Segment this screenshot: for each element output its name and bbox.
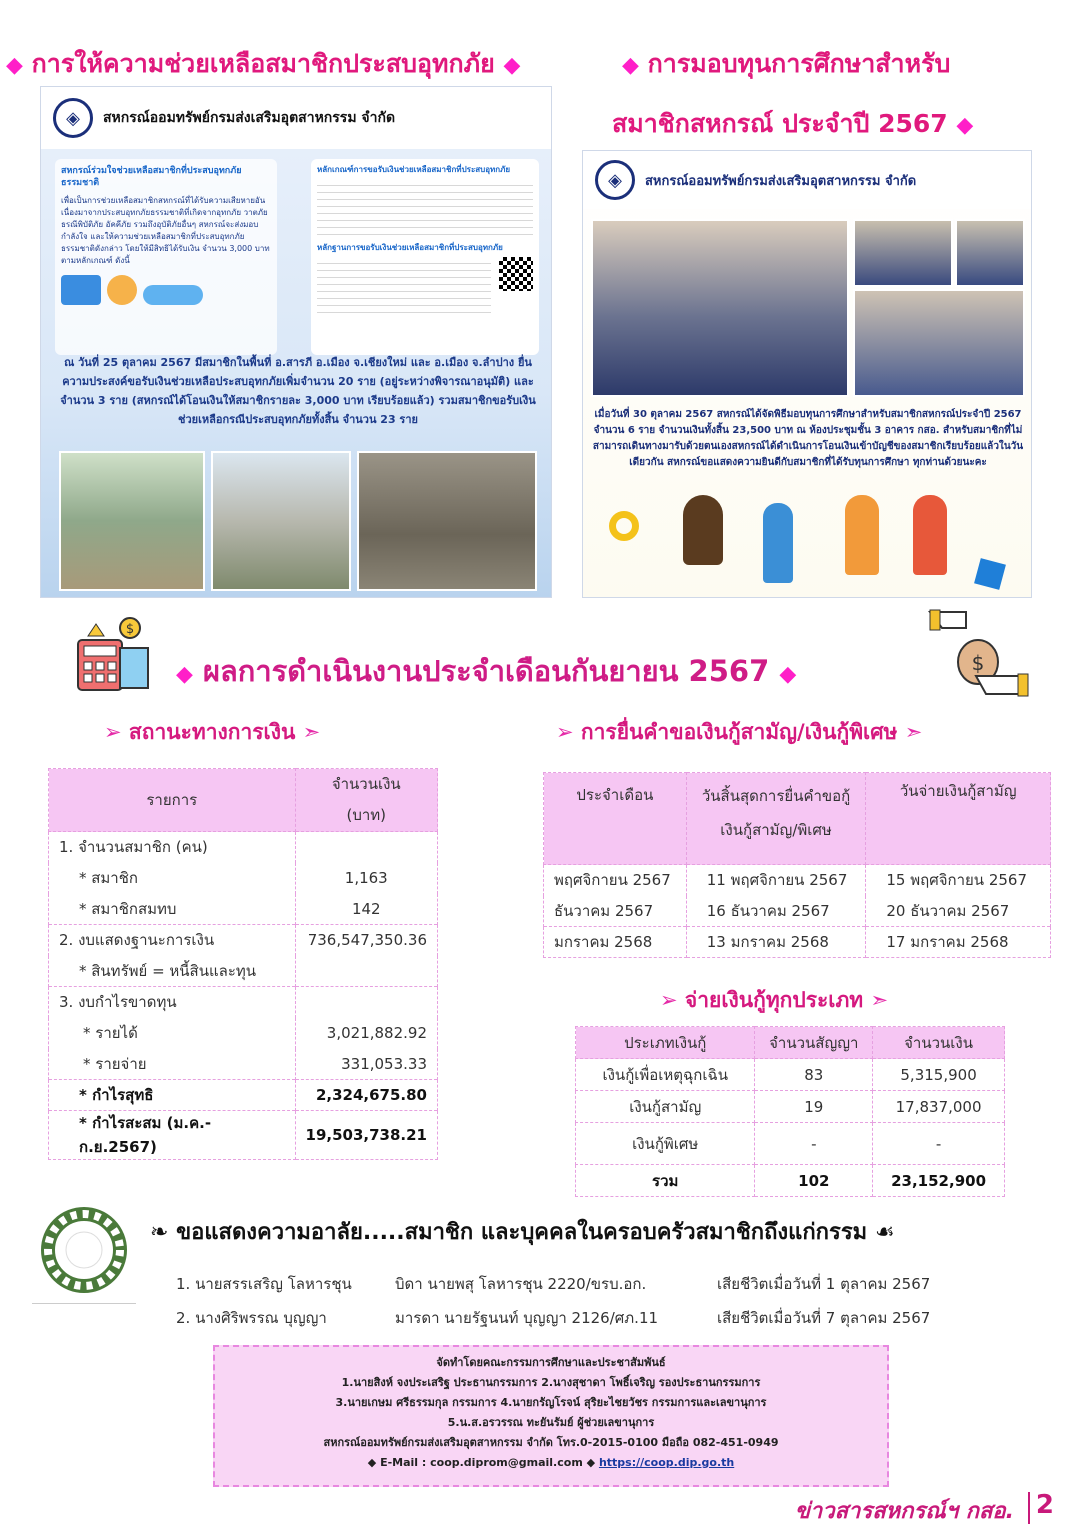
row-amount: 17,837,000 bbox=[873, 1091, 1005, 1123]
scholarship-photo-4 bbox=[853, 289, 1025, 397]
website-link[interactable]: https://coop.dip.go.th bbox=[598, 1456, 735, 1469]
row-label: * สินทรัพย์ = หนี้สินและทุน bbox=[49, 956, 296, 987]
poster-right-title1: หลักเกณฑ์การขอรับเงินช่วยเหลือสมาชิกที่ประสบอุทกภัย bbox=[317, 165, 511, 174]
loan-schedule-section-title bbox=[556, 716, 922, 749]
credits-contact bbox=[215, 1453, 887, 1473]
scholarship-photo-main bbox=[591, 219, 849, 397]
condolence-date: เสียชีวิตเมื่อวันที่ 7 ตุลาคม 2567 bbox=[717, 1309, 931, 1327]
row-deadline: 11 พฤศจิกายน 2567 bbox=[686, 865, 866, 896]
diamond-icon: ◆ bbox=[503, 53, 521, 78]
row-deadline: 16 ธันวาคม 2567 bbox=[686, 896, 866, 927]
row-type: เงินกู้สามัญ bbox=[576, 1091, 755, 1123]
ornament-right-icon: ☙ bbox=[874, 1220, 895, 1245]
row-value bbox=[295, 987, 437, 1018]
table-header-row bbox=[544, 773, 1051, 865]
row-payday: 15 พฤศจิกายน 2567 bbox=[866, 865, 1051, 896]
child-figure-icon bbox=[913, 495, 947, 575]
coop-logo: ◈ bbox=[53, 98, 93, 138]
financial-table bbox=[48, 768, 438, 1160]
row-label: * รายได้ bbox=[49, 1018, 296, 1049]
col-deadline-text2: เงินกู้สามัญ/พิเศษ bbox=[720, 821, 832, 839]
col-payday-text: วันจ่ายเงินกู้สามัญ bbox=[899, 782, 1017, 800]
credits-box bbox=[213, 1345, 889, 1487]
poster-docs-area bbox=[317, 257, 533, 317]
page-number: 2 bbox=[1035, 1490, 1054, 1520]
table-row bbox=[49, 1080, 438, 1111]
col-contracts-text: จำนวนสัญญา bbox=[769, 1033, 859, 1052]
child-figure-icon bbox=[845, 495, 879, 575]
row-label: * รายจ่าย bbox=[49, 1049, 296, 1080]
loan-payout-table bbox=[575, 1026, 1005, 1197]
diamond-icon: ◆ bbox=[586, 1456, 596, 1469]
col-contracts-header bbox=[755, 1027, 873, 1059]
loan-schedule-table bbox=[543, 772, 1051, 958]
poster-header-title: สหกรณ์ออมทรัพย์กรมส่งเสริมอุตสาหกรรม จำกัด bbox=[645, 173, 917, 189]
email-link[interactable]: E-Mail : coop.diprom@gmail.com bbox=[380, 1456, 583, 1469]
table-row bbox=[49, 1111, 438, 1160]
row-label: * กำไรสุทธิ bbox=[49, 1080, 296, 1111]
row-value: 3,021,882.92 bbox=[295, 1018, 437, 1049]
row-month: พฤศจิกายน 2567 bbox=[544, 865, 687, 896]
arrow-left-icon: ➣ bbox=[904, 720, 923, 744]
footer-divider bbox=[1028, 1492, 1030, 1524]
table-row bbox=[49, 832, 438, 863]
financial-section-title bbox=[104, 716, 320, 749]
row-deadline: 13 มกราคม 2568 bbox=[686, 927, 866, 958]
diamond-icon: ◆ bbox=[367, 1456, 377, 1469]
col-amount-header bbox=[873, 1027, 1005, 1059]
arrow-right-icon: ➢ bbox=[660, 988, 678, 1012]
table-row bbox=[544, 865, 1051, 896]
diamond-icon: ◆ bbox=[956, 113, 974, 138]
condolence-date: เสียชีวิตเมื่อวันที่ 1 ตุลาคม 2567 bbox=[717, 1275, 931, 1293]
col-item-text: รายการ bbox=[146, 791, 198, 809]
diamond-icon: ◆ bbox=[622, 53, 639, 78]
row-value: 331,053.33 bbox=[295, 1049, 437, 1080]
arrow-left-icon: ➣ bbox=[302, 720, 321, 744]
col-amount-header bbox=[295, 769, 437, 832]
poster-header-title: สหกรณ์ออมทรัพย์กรมส่งเสริมอุตสาหกรรม จำกัด bbox=[103, 110, 396, 126]
credits-line: สหกรณ์ออมทรัพย์กรมส่งเสริมอุตสาหกรรม จำกัด โทร.0-2015-0100 มือถือ 082-451-0949 bbox=[323, 1436, 779, 1449]
row-label: 3. งบกำไรขาดทุน bbox=[49, 987, 296, 1018]
cube-decoration-icon bbox=[974, 558, 1006, 590]
credits-line: 3.นายเกษม ศรีธรรมกุล กรรมการ 4.นายกรัญโรจน์ สุริยะไชยวัชร กรรมการและเลขานุการ bbox=[335, 1396, 767, 1409]
loan-payout-section-title bbox=[660, 984, 888, 1017]
condolence-name: 2. นางศิริพรรณ บุญญา bbox=[176, 1309, 327, 1327]
col-amount-text2: (บาท) bbox=[346, 806, 387, 824]
table-row bbox=[544, 927, 1051, 958]
row-value bbox=[295, 956, 437, 987]
row-contracts: 19 bbox=[755, 1091, 873, 1123]
row-label: 1. จำนวนสมาชิก (คน) bbox=[49, 832, 296, 863]
arrow-right-icon: ➢ bbox=[104, 720, 122, 744]
performance-title-text: ผลการดำเนินงานประจำเดือนกันยายน 2567 bbox=[203, 654, 770, 688]
performance-title bbox=[176, 648, 796, 694]
poster-illustration bbox=[61, 275, 271, 305]
total-contracts: 102 bbox=[755, 1165, 873, 1197]
diamond-icon: ◆ bbox=[176, 662, 193, 687]
arrow-right-icon: ➢ bbox=[556, 720, 574, 744]
row-value: 142 bbox=[295, 894, 437, 925]
row-value bbox=[295, 832, 437, 863]
table-row bbox=[576, 1123, 1005, 1165]
scholarship-photo-2 bbox=[853, 219, 953, 287]
table-row bbox=[49, 894, 438, 925]
ring-decoration-icon bbox=[609, 511, 639, 541]
diamond-icon: ◆ bbox=[6, 53, 23, 78]
child-figure-icon bbox=[763, 503, 793, 583]
people-icon bbox=[107, 275, 137, 305]
financial-section-text: สถานะทางการเงิน bbox=[128, 720, 296, 744]
table-row bbox=[49, 987, 438, 1018]
row-type: เงินกู้เพื่อเหตุฉุกเฉิน bbox=[576, 1059, 755, 1091]
row-amount: - bbox=[873, 1123, 1005, 1165]
col-month-text: ประจำเดือน bbox=[576, 786, 654, 804]
flood-photo-2 bbox=[211, 451, 351, 591]
scholarship-title-text1: การมอบทุนการศึกษาสำหรับ bbox=[647, 49, 951, 78]
scholarship-poster bbox=[582, 150, 1032, 598]
row-contracts: 83 bbox=[755, 1059, 873, 1091]
table-row bbox=[49, 1018, 438, 1049]
scholarship-title-text2: สมาชิกสหกรณ์ ประจำปี 2567 bbox=[612, 109, 948, 138]
row-label: * สมาชิกสมทบ bbox=[49, 894, 296, 925]
table-row bbox=[576, 1059, 1005, 1091]
child-figure-icon bbox=[683, 495, 723, 565]
row-label: 2. งบแสดงฐานะการเงิน bbox=[49, 925, 296, 956]
money-hands-icon bbox=[926, 606, 1032, 702]
row-month: มกราคม 2568 bbox=[544, 927, 687, 958]
row-month: ธันวาคม 2567 bbox=[544, 896, 687, 927]
flood-caption: ณ วันที่ 25 ตุลาคม 2567 มีสมาชิกในพื้นที่ อ.สารภี อ.เมือง จ.เชียงใหม่ และ อ.เมือง จ.ลำปาง ยื่นความประสงค์ขอรับเงินช่วยเหลือประสบอุทกภัยเพิ่มจำนวน 20 ราย (อยู่ระหว่างพิจารณาอนุมัติ) และ จำนวน 3 ราย (สหกรณ์ได้โอนเงินให้สมาชิกรายละ 3,000 บาท เรียบร้อยแล้ว) รวมสมาชิกขอรับเงินช่วยเหลือกรณีประสบอุทกภัยทั้งสิ้น จำนวน 23 ราย bbox=[60, 356, 536, 426]
svg-text:$: $ bbox=[125, 622, 135, 637]
scholarship-title-line1 bbox=[622, 44, 950, 84]
total-label: รวม bbox=[576, 1165, 755, 1197]
credits-line: จัดทำโดยคณะกรรมการศึกษาและประชาสัมพันธ์ bbox=[436, 1356, 666, 1369]
col-month-header bbox=[544, 773, 687, 865]
condolence-title bbox=[150, 1214, 895, 1249]
col-deadline-text1: วันสิ้นสุดการยื่นคำขอกู้ bbox=[701, 787, 851, 805]
credits-line: 1.นายสิงห์ จงประเสริฐ ประธานกรรมการ 2.นางสุชาดา โพธิ์เจริญ รองประธานกรรมการ bbox=[341, 1376, 761, 1389]
coop-logo: ◈ bbox=[595, 160, 635, 200]
col-type-header bbox=[576, 1027, 755, 1059]
condolence-relation: บิดา นายพสุ โลหารชุน 2220/ขรบ.อก. bbox=[395, 1275, 647, 1293]
total-amount: 23,152,900 bbox=[873, 1165, 1005, 1197]
poster-rules-text bbox=[317, 179, 533, 239]
col-deadline-header bbox=[686, 773, 866, 865]
flood-photo-1 bbox=[59, 451, 205, 591]
row-value: 19,503,738.21 bbox=[295, 1111, 437, 1160]
table-row bbox=[49, 863, 438, 894]
poster-left-body: เพื่อเป็นการช่วยเหลือสมาชิกสหกรณ์ที่ได้รับความเสียหายอันเนื่องมาจากประสบอุทกภัยธรรมชาติที่เกิดจากอุทกภัย วาตภัย ธรณีพิบัติภัย อัคคีภัย รวมถึงอุบัติภัยอื่นๆ สหกรณ์จะส่งมอบกำลังใจ และให้ความช่วยเหลือสมาชิกที่ประสบอุทกภัยธรรมชาติดังกล่าว โดยให้มีสิทธิได้รับเงิน จำนวน 3,000 บาท ตามหลักเกณฑ์ ดังนี้ bbox=[61, 196, 270, 265]
qr-code-icon bbox=[499, 257, 533, 291]
svg-text:$: $ bbox=[971, 651, 985, 675]
scholarship-photo-3 bbox=[955, 219, 1025, 287]
table-row bbox=[49, 925, 438, 956]
row-value: 1,163 bbox=[295, 863, 437, 894]
scholarship-caption: เมื่อวันที่ 30 ตุลาคม 2567 สหกรณ์ได้จัดพิธีมอบทุนการศึกษาสำหรับสมาชิกสหกรณ์ประจำปี 2567 จำนวน 6 ราย จำนวนเงินทั้งสิ้น 23,500 บาท ณ ห้องประชุมชั้น 3 อาคาร กสอ. สำหรับสมาชิกที่ไม่สามารถเดินทางมารับด้วยตนเองสหกรณ์ได้ดำเนินการโอนเงินเข้าบัญชีของสมาชิกเรียบร้อยแล้วในวันเดียวกัน สหกรณ์ขอแสดงความยินดีกับสมาชิกที่ได้รับทุนการศึกษา ทุกท่านด้วยนะคะ bbox=[592, 409, 1024, 468]
poster-docs-text bbox=[317, 257, 491, 317]
table-header-row bbox=[576, 1027, 1005, 1059]
poster-header bbox=[41, 87, 551, 149]
diamond-icon: ◆ bbox=[779, 662, 797, 687]
row-label: * กำไรสะสม (ม.ค.-ก.ย.2567) bbox=[49, 1111, 296, 1160]
poster-right-box bbox=[311, 159, 539, 355]
credits-line: 5.น.ส.อรวรรณ ทะยันรัมย์ ผู้ช่วยเลขานุการ bbox=[447, 1416, 655, 1429]
row-type: เงินกู้พิเศษ bbox=[576, 1123, 755, 1165]
row-payday: 20 ธันวาคม 2567 bbox=[866, 896, 1051, 927]
calculator-icon bbox=[74, 614, 154, 694]
wreath-icon bbox=[32, 1200, 136, 1304]
flood-poster bbox=[40, 86, 552, 598]
condolence-name: 1. นายสรรเสริญ โลหารชุน bbox=[176, 1275, 352, 1293]
row-payday: 17 มกราคม 2568 bbox=[866, 927, 1051, 958]
col-item-header bbox=[49, 769, 296, 832]
ornament-left-icon: ❧ bbox=[150, 1220, 169, 1245]
newsletter-footer: ข่าวสารสหกรณ์ฯ กสอ. bbox=[794, 1499, 1014, 1524]
loan-schedule-section-text: การยื่นคำขอเงินกู้สามัญ/เงินกู้พิเศษ bbox=[580, 720, 898, 744]
table-row bbox=[49, 1049, 438, 1080]
row-value: 736,547,350.36 bbox=[295, 925, 437, 956]
row-contracts: - bbox=[755, 1123, 873, 1165]
loan-payout-section-text: จ่ายเงินกู้ทุกประเภท bbox=[684, 988, 864, 1012]
arrow-left-icon: ➣ bbox=[870, 988, 889, 1012]
poster-left-title: สหกรณ์ร่วมใจช่วยเหลือสมาชิกที่ประสบอุทกภัยธรรมชาติ bbox=[61, 166, 242, 188]
flood-photo-3 bbox=[357, 451, 537, 591]
flood-section-title bbox=[6, 44, 520, 84]
poster-right-title2: หลักฐานการขอรับเงินช่วยเหลือสมาชิกที่ประสบอุทกภัย bbox=[317, 243, 503, 252]
house-icon bbox=[61, 275, 101, 305]
col-amount-text: จำนวนเงิน bbox=[904, 1033, 973, 1052]
col-type-text: ประเภทเงินกู้ bbox=[624, 1033, 707, 1052]
row-label: * สมาชิก bbox=[49, 863, 296, 894]
poster-header bbox=[583, 151, 1031, 209]
col-amount-text1: จำนวนเงิน bbox=[331, 775, 401, 793]
table-row bbox=[544, 896, 1051, 927]
table-row bbox=[49, 956, 438, 987]
col-payday-header bbox=[866, 773, 1051, 865]
poster-left-box bbox=[55, 159, 277, 355]
row-value: 2,324,675.80 bbox=[295, 1080, 437, 1111]
wave-icon bbox=[143, 285, 203, 305]
table-total-row bbox=[576, 1165, 1005, 1197]
condolence-title-text: ขอแสดงความอาลัย.....สมาชิก และบุคคลในครอบครัวสมาชิกถึงแก่กรรม bbox=[176, 1220, 868, 1245]
row-amount: 5,315,900 bbox=[873, 1059, 1005, 1091]
table-header-row bbox=[49, 769, 438, 832]
scholarship-title-line2 bbox=[612, 104, 973, 144]
condolence-relation: มารดา นายรัฐนนท์ บุญญา 2126/ศภ.11 bbox=[395, 1309, 659, 1327]
table-row bbox=[576, 1091, 1005, 1123]
flood-title-text: การให้ความช่วยเหลือสมาชิกประสบอุทกภัย bbox=[31, 49, 495, 78]
